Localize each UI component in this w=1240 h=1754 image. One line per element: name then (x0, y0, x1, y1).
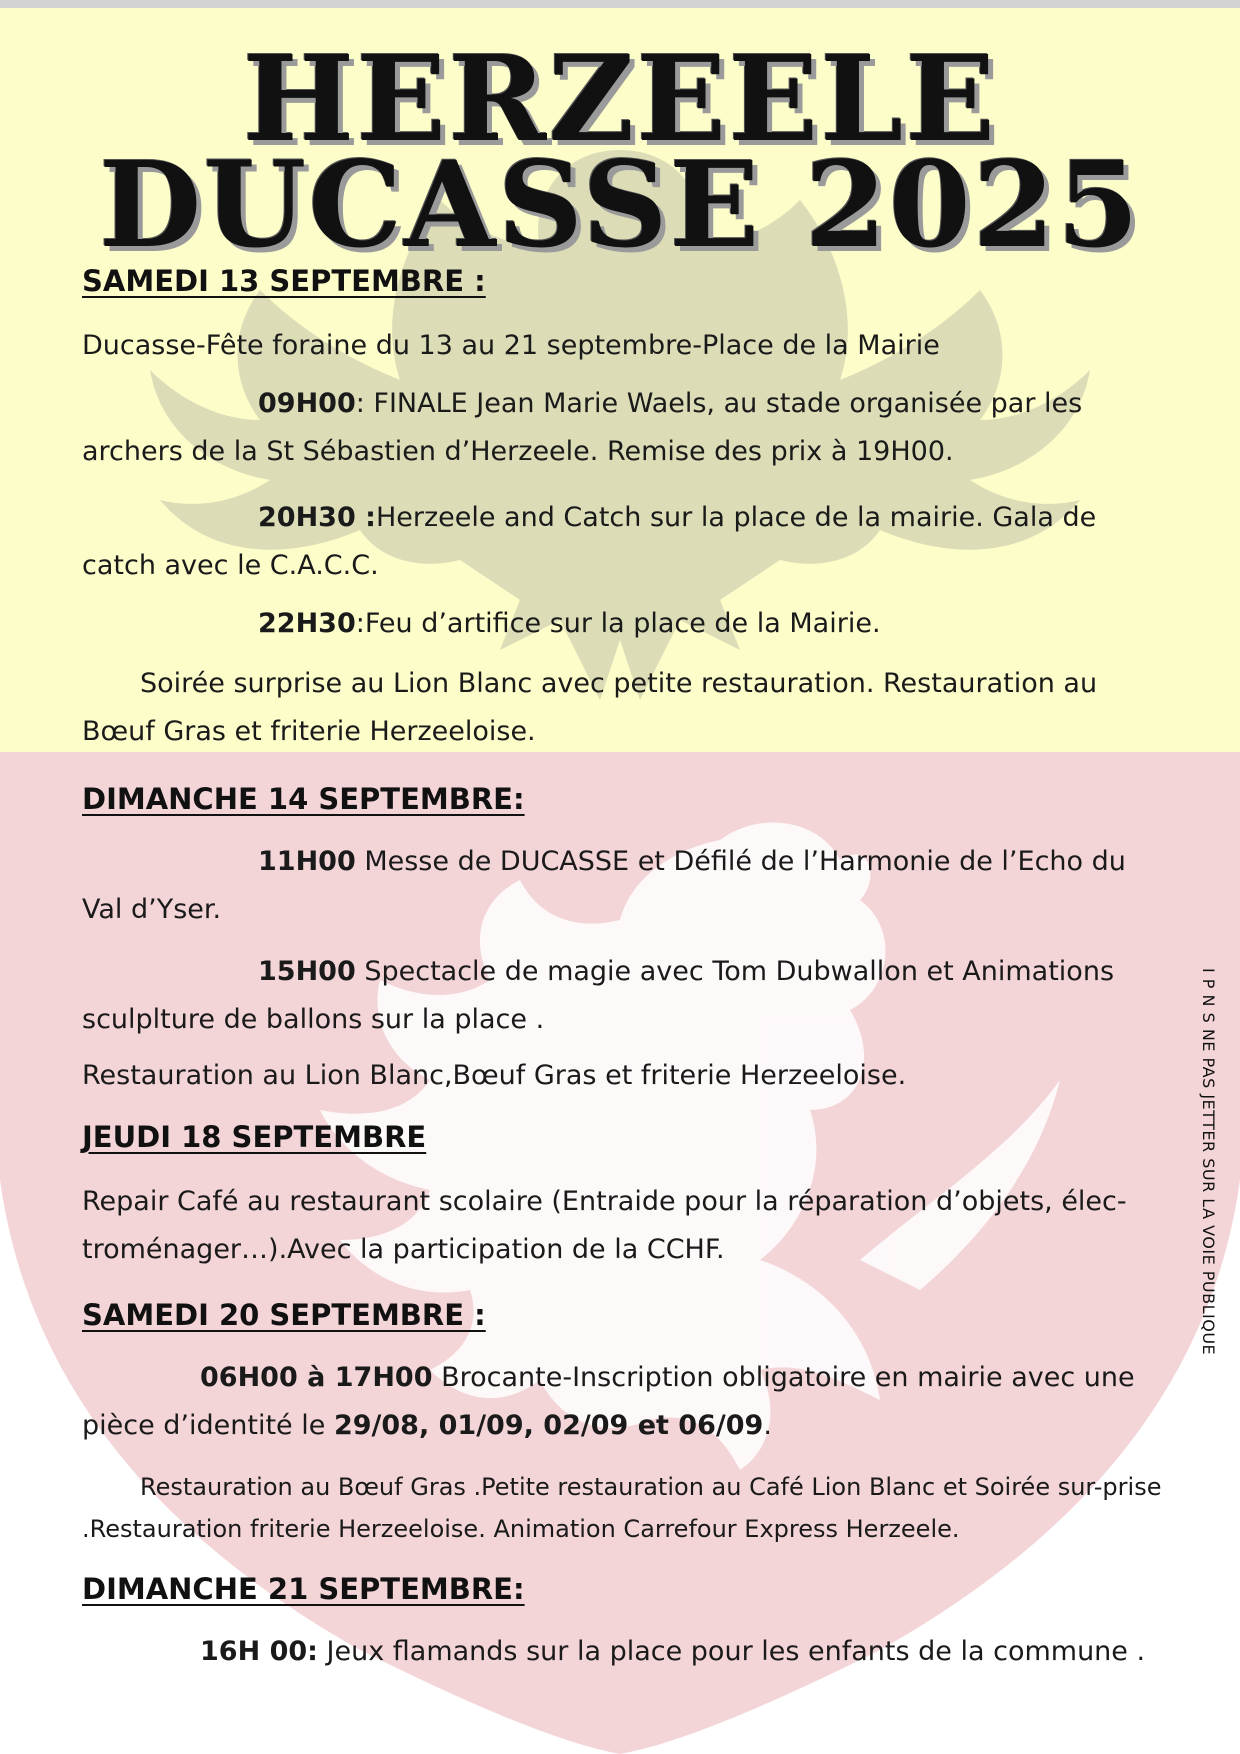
event-item (82, 494, 1162, 590)
event-text: Soirée surprise au Lion Blanc avec petite restauration. Restauration au Bœuf Gras et friterie Herzeeloise. (82, 668, 1098, 747)
title-line-1: HERZEELE (242, 29, 998, 168)
title-line-2: DUCASSE 2025 (99, 135, 1141, 274)
event-time: 16H 00: (200, 1636, 318, 1667)
event-text: Restauration au Bœuf Gras .Petite restauration au Café Lion Blanc et Soirée sur-prise .Restauration friterie Herzeeloise. Animation Carrefour Express Herzeele. (82, 1473, 1162, 1543)
event-text: Repair Café au restaurant scolaire (Entraide pour la réparation d’objets, élec-troménager…).Avec la participation de la CCHF. (82, 1186, 1127, 1265)
event-text: :Feu d’artifice sur la place de la Mairie. (355, 608, 881, 639)
event-item (82, 600, 1162, 648)
event-item (82, 380, 1162, 476)
event-item (82, 1354, 1162, 1450)
side-note: I P N S NE PAS JETTER SUR LA VOIE PUBLIQUE (1199, 968, 1218, 1356)
event-tail: . (763, 1410, 772, 1441)
day-heading-dimanche-14: DIMANCHE 14 SEPTEMBRE: (82, 782, 525, 816)
day-heading-samedi-13: SAMEDI 13 SEPTEMBRE : (82, 264, 486, 298)
event-time: 15H00 (258, 956, 356, 987)
event-time: 09H00 (258, 388, 356, 419)
event-text: Messe de DUCASSE et Défilé de l’Harmonie de l’Echo du Val d’Yser. (82, 846, 1126, 925)
event-text: : FINALE Jean Marie Waels, au stade organisée par les archers de la St Sébastien d’Herzeele. Remise des prix à 19H00. (82, 388, 1083, 467)
event-time: 06H00 à 17H00 (200, 1362, 433, 1393)
event-time: 22H30 (258, 608, 356, 639)
event-item (82, 660, 1162, 756)
event-text: Brocante-Inscription obligatoire en mairie avec une pièce d’identité le (82, 1362, 1135, 1441)
event-text: Ducasse-Fête foraine du 13 au 21 septembre-Place de la Mairie (82, 330, 940, 361)
event-time: 11H00 (258, 846, 356, 877)
event-item (82, 838, 1162, 934)
day-heading-samedi-20: SAMEDI 20 SEPTEMBRE : (82, 1298, 486, 1332)
event-item (82, 1628, 1162, 1676)
event-item (82, 948, 1162, 1044)
event-time: 20H30 : (258, 502, 376, 533)
event-text: Jeux flamands sur la place pour les enfants de la commune . (317, 1636, 1146, 1667)
event-text: Spectacle de magie avec Tom Dubwallon et Animations sculplture de ballons sur la place . (82, 956, 1115, 1035)
event-item (82, 1466, 1162, 1550)
event-dates: 29/08, 01/09, 02/09 et 06/09 (333, 1410, 764, 1441)
day-heading-jeudi-18: JEUDI 18 SEPTEMBRE (82, 1120, 427, 1154)
day-heading-dimanche-21: DIMANCHE 21 SEPTEMBRE: (82, 1572, 525, 1606)
event-text: Herzeele and Catch sur la place de la mairie. Gala de catch avec le C.A.C.C. (82, 502, 1097, 581)
event-text: Restauration au Lion Blanc,Bœuf Gras et friterie Herzeeloise. (82, 1060, 907, 1091)
